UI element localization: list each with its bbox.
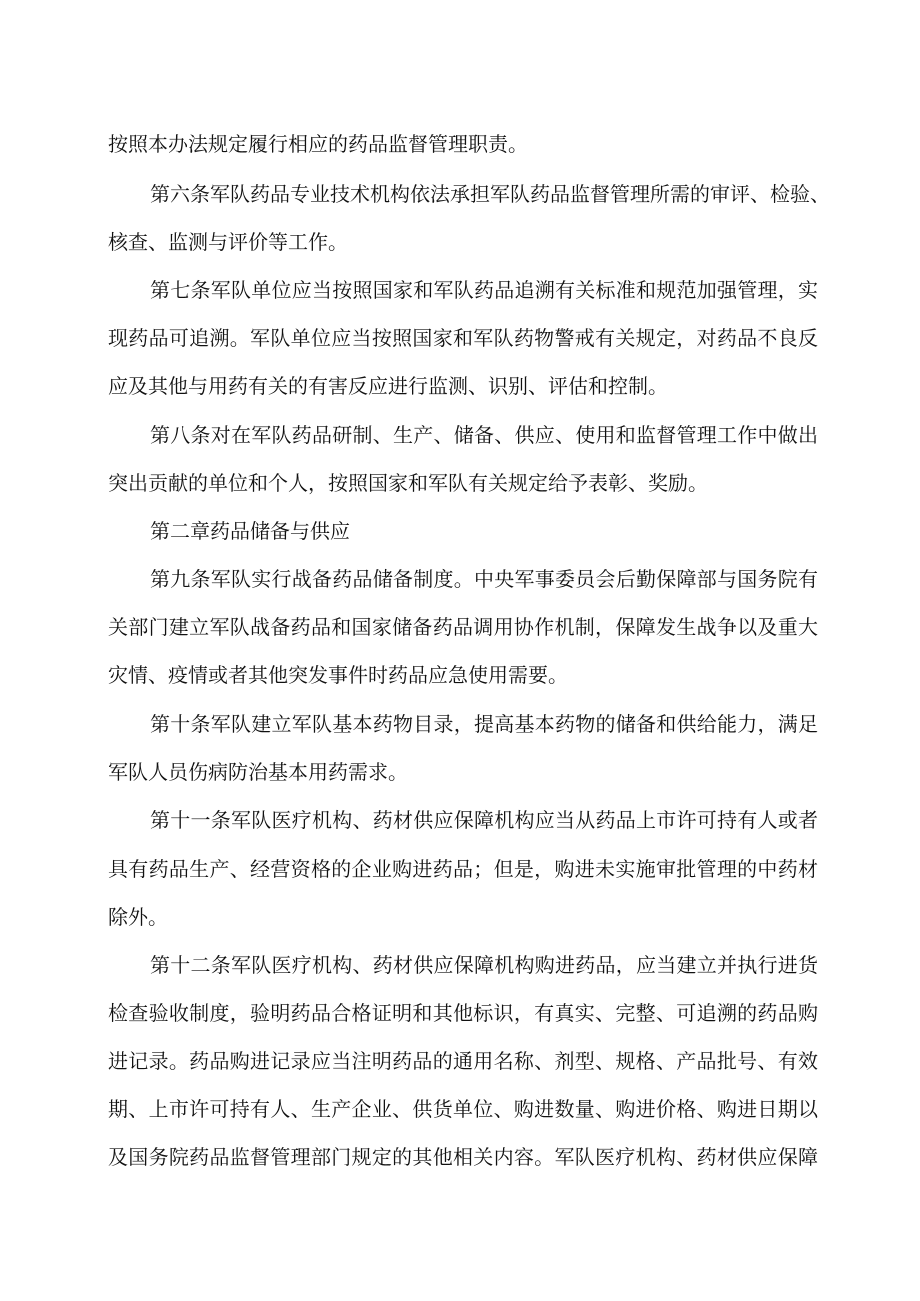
text-line: 期、上市许可持有人、生产企业、供货单位、购进数量、购进价格、购进日期以 [108, 1097, 818, 1121]
text-line: 第八条对在军队药品研制、生产、储备、供应、使用和监督管理工作中做出 [150, 423, 818, 447]
text-line: 现药品可追溯。军队单位应当按照国家和军队药物警戒有关规定，对药品不良反 [108, 326, 818, 350]
text-line: 第七条军队单位应当按照国家和军队药品追溯有关标准和规范加强管理，实 [150, 278, 818, 302]
text-line: 第十条军队建立军队基本药物目录，提高基本药物的储备和供给能力，满足 [150, 712, 818, 736]
text-line: 应及其他与用药有关的有害反应进行监测、识别、评估和控制。 [108, 374, 668, 398]
text-line: 第九条军队实行战备药品储备制度。中央军事委员会后勤保障部与国务院有 [150, 567, 818, 591]
text-line: 核查、监测与评价等工作。 [108, 230, 348, 254]
text-line: 第十一条军队医疗机构、药材供应保障机构应当从药品上市许可持有人或者 [150, 808, 818, 832]
text-line: 关部门建立军队战备药品和国家储备药品调用协作机制，保障发生战争以及重大 [108, 615, 818, 639]
text-line: 第十二条军队医疗机构、药材供应保障机构购进药品，应当建立并执行进货 [150, 953, 818, 977]
chapter-heading: 第二章药品储备与供应 [150, 519, 350, 543]
text-line: 检查验收制度，验明药品合格证明和其他标识，有真实、完整、可追溯的药品购 [108, 1001, 818, 1025]
text-line: 进记录。药品购进记录应当注明药品的通用名称、剂型、规格、产品批号、有效 [108, 1049, 818, 1073]
text-line: 及国务院药品监督管理部门规定的其他相关内容。军队医疗机构、药材供应保障 [108, 1145, 818, 1169]
text-line: 灾情、疫情或者其他突发事件时药品应急使用需要。 [108, 663, 568, 687]
text-line: 按照本办法规定履行相应的药品监督管理职责。 [108, 132, 528, 156]
text-line: 突出贡献的单位和个人，按照国家和军队有关规定给予表彰、奖励。 [108, 471, 708, 495]
text-line: 具有药品生产、经营资格的企业购进药品；但是，购进未实施审批管理的中药材 [108, 857, 818, 881]
text-line: 除外。 [108, 905, 168, 929]
text-line: 第六条军队药品专业技术机构依法承担军队药品监督管理所需的审评、检验、 [150, 182, 830, 206]
text-line: 军队人员伤病防治基本用药需求。 [108, 760, 408, 784]
